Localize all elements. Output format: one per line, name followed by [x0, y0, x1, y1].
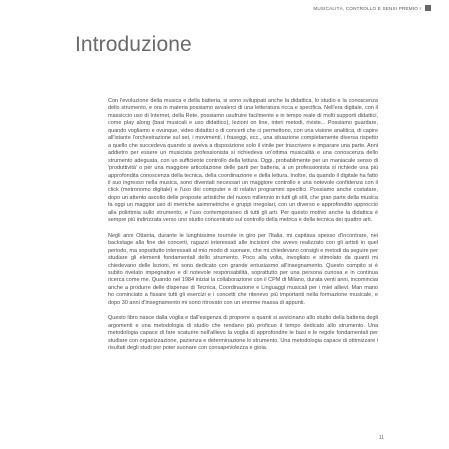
- running-header-text: MUSICALITÀ, CONTROLLO E SENSI PREMIO I: [313, 5, 421, 11]
- paragraph-2: Negli anni Ottanta, durante le lunghissime tournée in giro per l'Italia, mi capitava spesso d'incontrare, nei backstage alla fine dei concerti, ragazzi interessati alle incisioni che avevo realizzato con gli artisti in quel periodo, ma soprattutto interessati al mio modo di suonare, che mi chiedevano consigli e metodi da seguire per studiare gli elementi fondamentali dello strumento. Poco alla volta, invogliato e stimolato da quanti mi chiedevano delle lezioni, mi sono dedicato con grande entusiasmo all'insegnamento. Questo compito si è subito rivelato impegnativo e di notevole responsabilità, soprattutto per una persona curiosa e in continua ricerca come me. Quando nel 1984 iniziai la collaborazione con il CPM di Milano, durata venti anni, incominciai anche a produrre delle dispense di Tecnica, Coordinazione e Linguaggi musicali per i miei allievi. Man mano ho cominciato a fissare tutti gli esercizi e i concetti che ritenevo più importanti nella formazione musicale, e dopo 30 anni d'insegnamento mi sono ritrovato con un enorme massa di appunti.: [108, 232, 378, 306]
- header-marker-icon: [425, 5, 431, 11]
- running-header: [313, 5, 431, 11]
- paragraph-3: Questo libro nasce dalla voglia e dall'esigenza di proporre a quanti si avvicinano allo studio della batteria degli argomenti e una metodologia di studio che rendano più proficuo il tempo dedicato allo strumento. Una metodologia capace di fare scaturire nell'allievo la voglia di approfondire le basi e le regole fondamentali per studiare con organizzazione, pazienza e determinazione lo strumento. Una metodologia capace di ottimizzare i risultati degli studi per poter suonare con consapevolezza e gioia.: [108, 315, 378, 352]
- page-title: Introduzione: [75, 33, 192, 56]
- page-number: 11: [378, 435, 384, 441]
- body-text: [108, 98, 378, 361]
- paragraph-1: Con l'evoluzione della musica e della batteria, si sono sviluppati anche la didattica, lo studio e la conoscenza dello strumento, e ora in materia possiamo avvalerci di una letteratura ricca e specifica. Nell'era digitale, con il massiccio uso di Internet, della Rete, possiamo usufruire facilmente e in tempo reale di molti supporti didattici, come play along (basi musicali e uso didattico), lezioni on line, interi metodi, riviste... Possiamo guardare, quando vogliamo e ovunque, video didattici o di concerti che ci permettono, con una visione analitica, di capire all'istante l'orchestrazione sul set, i movimenti, i fraseggi, ecc., una situazione completamente diversa rispetto a quello che succedeva quando si aveva a disposizione solo il vinile per trascrivere e imparare una parte. Anni addietro per essere un musicista professionista si richiedeva un'ottima musicalità e una conoscenza dello strumento adeguata, con un sufficiente controllo della lettura. Oggi, probabilmente per un maniacale senso di 'produttività' o per una maggiore articolazione delle parti per batteria, a un professionista si richiede una più approfondita conoscenza della tecnica, della coordinazione e della lettura. Inoltre, da quando il digitale ha fatto il suo ingresso nella musica, sono diventati necessari un maggiore controllo e una notevole confidenza con il click (metronomo digitale) e l'uso dei computer e di relativi programmi specifici. Possiamo anche costatare, dopo un attento ascolto delle proposte artistiche del nuovo millennio in tutti gli stili, che gran parte della musica fa oggi un maggior uso di metriche asimmetriche e gruppi irregolari, con un diverso e approfondito approccio alla poliritmia sullo strumento, e l'uso contemporaneo di tutti gli arti. Per questo motivo anche la didattica è sempre più indirizzata verso uno studio concentrato sul controllo della metrica e della tecnica dei quattro arti.: [108, 98, 378, 224]
